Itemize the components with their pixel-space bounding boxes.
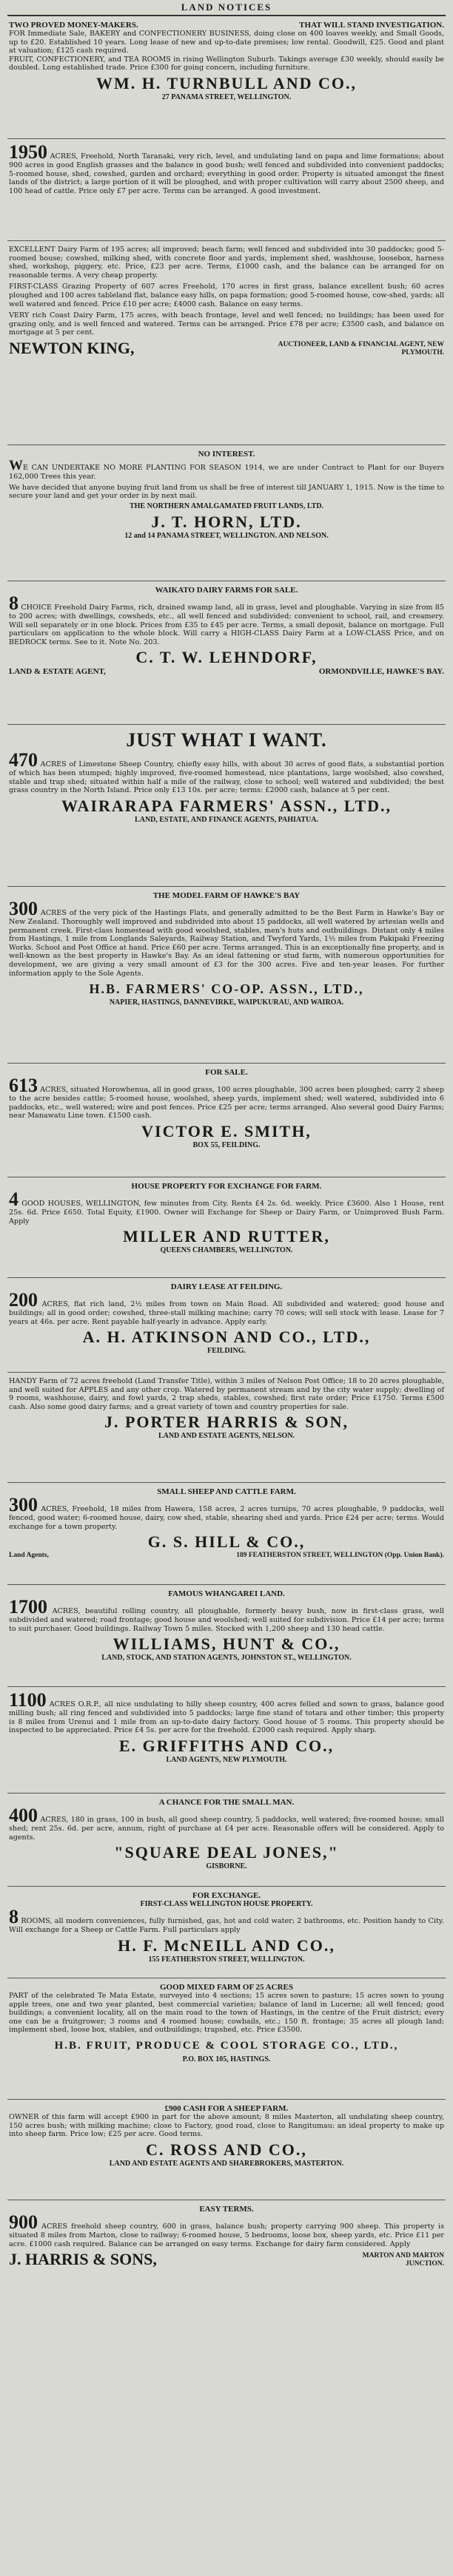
- advertiser-address: P.O. BOX 105, HASTINGS.: [182, 2055, 271, 2063]
- advertiser-name: WAIRARAPA FARMERS' ASSN., LTD.,: [61, 796, 392, 815]
- address-left: LAND & ESTATE AGENT,: [9, 667, 106, 677]
- advertiser-name: J. HARRIS & SONS,: [9, 2250, 157, 2269]
- acreage-figure: 613: [9, 1075, 38, 1096]
- advertiser-address: GISBORNE.: [206, 1862, 247, 1871]
- advertiser-name: NEWTON KING,: [9, 338, 135, 357]
- drop-cap: W: [9, 458, 23, 473]
- ad-text: ACRES freehold sheep country, 600 in grass, balance bush; property carrying 900 sheep. This property is situated 8 miles from Marton, close to railway; 6-roomed house, 5 bedrooms, loose box, sheep yards, etc. Price £11 per acre. £1000 cash required. Balance can be arranged on easy terms. Exchange for dairy farm considered. Apply: [9, 2222, 444, 2248]
- advertiser-address: LAND, STOCK, AND STATION AGENTS, JOHNSTON ST., WELLINGTON.: [101, 1654, 352, 1663]
- ad-porter-harris: [7, 1373, 446, 1483]
- advertiser-name: H.B. FRUIT, PRODUCE & COOL STORAGE CO., LTD.,: [54, 2039, 399, 2052]
- ad-subheading: DAIRY LEASE AT FEILDING.: [170, 1282, 283, 1291]
- ad-body: OWNER of this farm will accept £900 in part for the above amount; 8 miles Masterton, all undulating sheep country, 150 acres bush; with milking machine; close to Factory, good road, close to Rangitumau: an ideal property to make up into sheep farm. Price low; £25 per acre. Good terms.: [9, 2113, 444, 2139]
- ad-lehndorf: [7, 581, 446, 725]
- ad-newton-king: [7, 241, 446, 445]
- ad-body: [9, 1908, 444, 1935]
- advertiser-address: 155 FEATHERSTON STREET, WELLINGTON.: [148, 1955, 305, 1964]
- ad-body: [9, 1077, 444, 1120]
- ad-body: FRUIT, CONFECTIONERY, and TEA ROOMS in rising Wellington Suburb. Takings average £30 weekly, should easily be doubled. Long established trade. Price £300 for going concern, including furniture.: [9, 55, 444, 72]
- ad-text: ACRES, 180 in grass, 100 in bush, all good sheep country, 5 paddocks, well watered; five-roomed house; small shed; rent 25s. 6d. per acre, annum, right of purchase at £4 per acre. Reasonable offers will be considered. Apply to agents.: [9, 1816, 444, 1842]
- ad-body: HANDY Farm of 72 acres freehold (Land Transfer Title), within 3 miles of Nelson Post Office; 18 to 20 acres ploughable, and well suited for APPLES and any other crop. Watered by permanent stream and by the city water supply; dwelling of 9 rooms, washhouse, dairy, and fowl yards, 2 trap sheds, stables, cowshed; first rate order; Price £1750. Terms £500 cash. Also some good dairy farms; and a great variety of town and country properties for sale.: [9, 1377, 444, 1411]
- advertiser-name: "SQUARE DEAL JONES,": [114, 1843, 339, 1862]
- ad-text: ACRES of Limestone Sheep Country, chiefly easy hills, with about 30 acres of good flats, a substantial portion of which has been stumped; highly improved, five-roomed homestead, nice plantations, large woolshed, also cowshed, stable and trap shed; situated within half a mile of the railway, close to school; well watered and subdivided; the best grass country in the North Island. Price only £13 10s. per acre; terms: £2000 cash, balance at 5 per cent.: [9, 760, 444, 795]
- ad-gs-hill: [7, 1483, 446, 1585]
- ad-taranaki-farm: [7, 139, 446, 241]
- ad-subheading: FAMOUS WHANGAREI LAND.: [168, 1589, 285, 1598]
- advertiser-name: A. H. ATKINSON AND CO., LTD.,: [82, 1328, 371, 1347]
- acreage-figure: 400: [9, 1805, 38, 1826]
- drop-cap: 8: [9, 592, 19, 614]
- ad-griffiths: [7, 1687, 446, 1794]
- advertiser-name: VICTOR E. SMITH,: [141, 1121, 312, 1140]
- advertiser-address: [9, 1552, 444, 1559]
- advertiser-name: C. T. W. LEHNDORF,: [135, 648, 318, 667]
- ad-body: [9, 143, 444, 195]
- ad-subheading: EASY TERMS.: [199, 2205, 254, 2214]
- ad-subheading: SMALL SHEEP AND CATTLE FARM.: [157, 1487, 296, 1496]
- ad-body: [9, 592, 444, 646]
- ad-body: [9, 1496, 444, 1531]
- ad-subheading: THE MODEL FARM OF HAWKE'S BAY: [152, 891, 301, 900]
- ad-body: FIRST-CLASS Grazing Property of 607 acres Freehold, 170 acres in first grass, balance excellent bush; 60 acres ploughed and 100 acres tableland flat, balance easy hills, on papa formation; good 5-roomed house, cow-shed, yards; all well watered and fenced. Price £10 per acre; £4000 cash. Balance on easy terms.: [9, 283, 444, 308]
- ad-subheading: FOR SALE.: [205, 1068, 248, 1077]
- advertiser-name: H. F. McNEILL AND CO.,: [118, 1936, 335, 1955]
- ad-text: ACRES of the very pick of the Hastings Flats, and generally admitted to be the Best Farm in Hawke's Bay or New Zealand. Thoroughly well improved and subdivided into about 15 paddocks, all well watered by artesian wells and permanent creek. First-class homestead with good woolshed, stables, men's huts and outbuildings. Distant only 4 miles from Hastings, 1 mile from Longlands Saleyards, Railway Station, and Twyford Yards, 1½ miles from Pakipaki Freezing Works. School and Post Office at hand. Price £60 per acre. Terms arranged. This is an exceptionally fine property, and is well-known as the best property in Hawke's Bay. As an ideal fattening or stud farm, with numerous opportunities for development, we are giving a very small amount of £3 for the 300 acres. Five and ten-year leases. For further information apply to the Sole Agents.: [9, 909, 444, 978]
- ad-mcneill: [7, 1887, 446, 1978]
- acreage-figure: 900: [9, 2211, 38, 2233]
- acreage-figure: 1950: [9, 141, 47, 163]
- advertiser-address: FEILDING.: [207, 1347, 246, 1356]
- advertiser-row: [9, 2251, 444, 2268]
- advertiser-address: LAND AND ESTATE AGENTS, NELSON.: [158, 1432, 295, 1441]
- ad-body: EXCELLENT Dairy Farm of 195 acres; all improved; beach farm; well fenced and subdivided into 30 paddocks; good 5-roomed house; cowshed, milking shed, with concrete floor and yards, implement shed, washhouse, loosebox, harness shed, workshop, piggery, etc. Price, £23 per acre. Terms, £1000 cash, and the balance can be arranged for on reasonable terms. A very cheap property.: [9, 246, 444, 280]
- ad-body: FOR Immediate Sale, BAKERY and CONFECTIONERY BUSINESS, doing close on 400 loaves weekly, and Small Goods, up to £20. Established 10 years. Long lease of new and up-to-date premises; low rental. Goodwill, £25. Good and plant at valuation; £125 cash required.: [9, 30, 444, 55]
- advertiser-name: WILLIAMS, HUNT & CO.,: [113, 1634, 340, 1654]
- advertiser-name: H.B. FARMERS' CO-OP. ASSN., LTD.,: [89, 981, 364, 997]
- ad-miller-rutter: [7, 1177, 446, 1278]
- ad-body: [9, 1598, 444, 1633]
- ad-c-ross: [7, 2100, 446, 2200]
- ad-subheading: WAIKATO DAIRY FARMS FOR SALE.: [155, 586, 298, 595]
- ad-body: We have decided that anyone buying fruit land from us shall be free of interest till JANUARY 1, 1915. Now is the time to secure your land and get your order in by next mail.: [9, 483, 444, 501]
- ad-headline: JUST WHAT I WANT.: [126, 729, 327, 751]
- ad-body: [9, 459, 444, 481]
- ad-body: [9, 2211, 444, 2248]
- advertiser-name: J. PORTER HARRIS & SON,: [104, 1413, 349, 1432]
- advertiser-address: [9, 667, 444, 676]
- acreage-figure: 1700: [9, 1596, 47, 1617]
- ad-williams-hunt: [7, 1585, 446, 1687]
- advertiser-description: AUCTIONEER, LAND & FINANCIAL AGENT, NEW PLYMOUTH.: [278, 340, 444, 356]
- advertiser-name: C. ROSS AND CO.,: [146, 2140, 307, 2159]
- advertiser-row: [9, 339, 444, 357]
- ad-body: [9, 1191, 444, 1226]
- advertiser-address: BOX 55, FEILDING.: [192, 1140, 261, 1149]
- acreage-figure: 470: [9, 749, 38, 771]
- subheading-left: TWO PROVED MONEY-MAKERS.: [9, 21, 138, 30]
- ad-text: GOOD HOUSES, WELLINGTON, few minutes from City. Rents £4 2s. 6d. weekly. Price £3600. Also 1 House, rent 25s. 6d. Price £650. Total Equity, £1900. Owner will Exchange for Sheep or Dairy Farm, or Unimproved Bush Farm. Apply: [9, 1200, 444, 1226]
- ad-body: [9, 1291, 444, 1326]
- acreage-figure: 300: [9, 1494, 38, 1515]
- acreage-figure: 1100: [9, 1689, 47, 1711]
- address-left: Land Agents,: [9, 1552, 49, 1560]
- ad-text: CHOICE Freehold Dairy Farms, rich, drained swamp land, all in grass, level and ploughable. Varying in size from 85 to 200 acres; with dwellings, cowsheds, etc., all well fenced and subdivided; convenient to school, rail, and creamery. Will sell separately or in one block. Prices from £35 to £45 per acre. Terms, a small deposit, balance on mortgage. Full particulars on application to the whole block. Will carry a HIGH-CLASS Dairy Farm at a LOW-CLASS Price, and on BEDROCK terms. See to it. Note No. 203.: [9, 604, 444, 646]
- ad-victor-smith: [7, 1064, 446, 1177]
- advertiser-address: QUEENS CHAMBERS, WELLINGTON.: [160, 1246, 293, 1255]
- column-header: LAND NOTICES: [7, 0, 446, 16]
- ad-body: [9, 1691, 444, 1735]
- acreage-figure: 300: [9, 898, 38, 919]
- ad-j-harris: [7, 2200, 446, 2274]
- advertiser-address: 12 and 14 PANAMA STREET, WELLINGTON. AND NELSON.: [124, 531, 329, 540]
- advertiser-address: LAND, ESTATE, AND FINANCE AGENTS, PAHIATUA.: [135, 815, 318, 824]
- ad-text: ACRES, situated Horowhenua, all in good grass, 100 acres ploughable, 300 acres been ploughed; carry 2 sheep to the acre besides cattle; 5-roomed house, woolshed, sheep yards, implement shed; well watered, subdivided into 6 paddocks, etc., well watered; wire and post fences. Price £25 per acre; terms arranged. Also several good Dairy Farms; near Manawatu Line town. £1500 cash.: [9, 1086, 445, 1120]
- ad-hb-fruit-produce: [7, 1978, 446, 2100]
- advertiser-address: 27 PANAMA STREET, WELLINGTON.: [161, 92, 292, 101]
- ad-atkinson: [7, 1278, 446, 1373]
- advertiser-name: MILLER AND RUTTER,: [123, 1227, 330, 1246]
- ad-subheading: [9, 21, 444, 30]
- ad-subheading: HOUSE PROPERTY FOR EXCHANGE FOR FARM.: [131, 1182, 322, 1191]
- ad-tagline: THE NORTHERN AMALGAMATED FRUIT LANDS, LTD.: [129, 501, 323, 510]
- advertiser-name: E. GRIFFITHS AND CO.,: [118, 1736, 335, 1755]
- advertiser-address: NAPIER, HASTINGS, DANNEVIRKE, WAIPUKURAU, AND WAIROA.: [109, 998, 344, 1007]
- ad-text: ACRES O.R.P., all nice undulating to hilly sheep country, 400 acres felled and sown to grass, balance good milling bush; all ring fenced and subdivided into 5 paddocks; large fine stand of totara and other timber; this property is 8 miles from Urenui and 1 mile from an up-to-date dairy factory. Good house of 5 rooms. This property should be inspected to be appreciated. Price £4 5s. per acre for the freehold. £2000 cash required. Apply sharp.: [9, 1700, 444, 1735]
- advertiser-name: WM. H. TURNBULL AND CO.,: [96, 73, 357, 92]
- ad-text: ACRES, Freehold, 18 miles from Hawera, 158 acres, 2 acres turnips, 70 acres ploughable, 9 paddocks, well fenced, good water; 6-roomed house, dairy, cow shed, stable, shearing shed and yards. Price £24 per acre; terms. Would exchange for a town property.: [9, 1505, 444, 1531]
- ad-turnbull: [7, 16, 446, 139]
- ad-wairarapa-farmers: [7, 725, 446, 887]
- advertiser-address: LAND AND ESTATE AGENTS AND SHAREBROKERS, MASTERTON.: [109, 2159, 344, 2168]
- ad-text: ACRES, flat rich land, 2½ miles from town on Main Road. All subdivided and watered; good house and buildings; all in good order; cowshed, three-stall milking machine; carry 70 cows; will sell stock with lease. Lease for 7 years at 46s. per acre. Rent payable half-yearly in advance. Apply early.: [9, 1300, 444, 1326]
- ad-text: ACRES, beautiful rolling country, all ploughable, formerly heavy bush, now in first-class grass, well subdivided and watered; road frontage; good house and woolshed; well suited for subdivision. Price £14 per acre; terms to suit purchaser. Good buildings. Railway Town 5 miles. Stocked with 1,200 sheep and 130 head cattle.: [9, 1607, 444, 1633]
- ad-body: [9, 751, 444, 795]
- subheading-right: THAT WILL STAND INVESTIGATION.: [299, 21, 444, 30]
- acreage-figure: 200: [9, 1289, 38, 1311]
- drop-cap: 8: [9, 1906, 19, 1927]
- advertiser-address: MARTON AND MARTON JUNCTION.: [362, 2252, 444, 2268]
- ad-subheading: FOR EXCHANGE.: [192, 1891, 261, 1900]
- ad-text: ACRES, Freehold, North Taranaki, very rich, level, and undulating land on papa and lime formations; about 900 acres in good English grasses and the balance in good bush; well fenced and subdivided into convenient paddocks; 5-roomed house, shed, cowshed, garden and orchard; everything in good order. Property is situated amongst the finest lands of the district; a large portion of it will be ploughed, and with proper cultivation will carry about 2500 sheep, and 100 head of cattle. Price only £7 per acre. Terms can be arranged. A good investment.: [9, 152, 444, 195]
- ad-jt-horn: [7, 445, 446, 581]
- ad-subheading-2: FIRST-CLASS WELLINGTON HOUSE PROPERTY.: [140, 1900, 313, 1908]
- ad-subheading: GOOD MIXED FARM OF 25 ACRES: [160, 1983, 293, 1992]
- ad-subheading: A CHANCE FOR THE SMALL MAN.: [158, 1798, 295, 1807]
- ad-square-deal-jones: [7, 1794, 446, 1887]
- address-right: 189 FEATHERSTON STREET, WELLINGTON (Opp. Union Bank).: [236, 1552, 444, 1560]
- ad-subheading: £900 CASH FOR A SHEEP FARM.: [164, 2104, 289, 2113]
- ad-body: [9, 1807, 444, 1842]
- ad-body: [9, 900, 444, 978]
- ad-subheading: NO INTEREST.: [198, 450, 255, 459]
- drop-cap: 4: [9, 1189, 19, 1210]
- ad-body: VERY rich Coast Dairy Farm, 175 acres, with beach frontage, level and well fenced; no buildings; has been used for grazing only, and is well fenced and watered. Terms can be arranged. Price £78 per acre; £3500 cash, and balance on mortgage at 5 per cent.: [9, 311, 444, 337]
- ad-body: PART of the celebrated Te Mata Estate, surveyed into 4 sections; 15 acres sown to pasture; 15 acres sown to young apple trees, one and two year planted, best commercial varieties; balance of land in Lucerne; all well fenced; good buildings; a convenient locality, all on the main road to the town of Hastings, in the centre of the Fruit district; every one can be a fruitgrower; 3 rooms and 4 roomed house; cowbails, etc.; 150 ft. frontage; 35 acres all plough land; implement shed, loose box, stables, and outbuildings; trapshed, etc. Price £3500.: [9, 1992, 444, 2035]
- ad-text: ROOMS, all modern conveniences, fully furnished, gas, hot and cold water; 2 bathrooms, etc. Position handy to City. Will exchange for a Sheep or Cattle Farm. Full particulars apply: [9, 1917, 444, 1934]
- advertiser-name: J. T. HORN, LTD.: [151, 512, 302, 531]
- ad-hb-farmers: [7, 887, 446, 1064]
- address-right: ORMONDVILLE, HAWKE'S BAY.: [318, 667, 444, 677]
- advertiser-name: G. S. HILL & CO.,: [147, 1532, 306, 1552]
- advertiser-address: LAND AGENTS, NEW PLYMOUTH.: [166, 1755, 287, 1764]
- ad-text: E CAN UNDERTAKE NO MORE PLANTING FOR SEASON 1914, we are under Contract to Plant for our Buyers 162,000 Trees this year.: [9, 464, 444, 481]
